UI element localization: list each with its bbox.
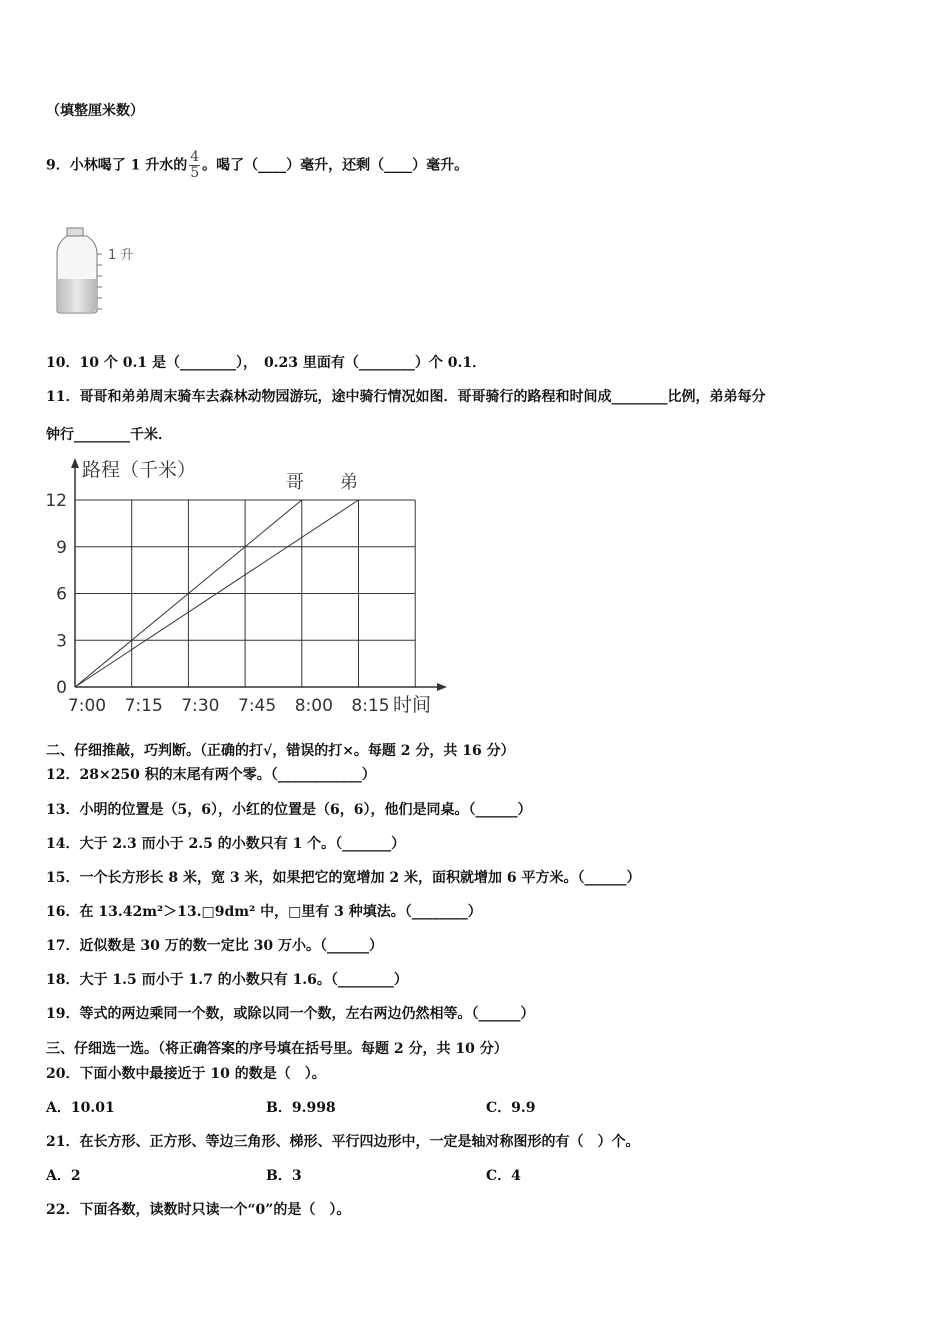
q21-option-b: B．3 (266, 1168, 302, 1184)
x-tick-label: 7:15 (124, 696, 163, 716)
question-18: 18．大于 1.5 而小于 1.7 的小数只有 1.6。（________） (46, 972, 408, 988)
bottle-label: 1 升 (108, 248, 134, 263)
q20-option-a: A．10.01 (46, 1100, 115, 1116)
y-tick-label: 9 (56, 537, 67, 558)
x-tick-label: 8:00 (294, 696, 333, 716)
bottle-scale-ticks (97, 254, 102, 309)
question-13: 13．小明的位置是（5，6），小红的位置是（6，6），他们是同桌。（______） (46, 802, 532, 818)
legend-didi: 弟 (340, 472, 358, 493)
x-tick-label: 7:45 (238, 696, 277, 716)
q21-option-a: A．2 (46, 1168, 81, 1184)
x-tick-label: 8:15 (351, 696, 390, 716)
x-tick-label: 7:30 (181, 696, 220, 716)
distance-time-chart (40, 452, 460, 724)
y-tick-label: 0 (56, 678, 67, 698)
q9-suffix: 。喝了（____）毫升，还剩（____）毫升。 (202, 157, 469, 174)
question-16: 16．在 13.42m²＞13.□9dm² 中，□里有 3 种填法。（________） (46, 904, 482, 920)
question-10: 10．10 个 0.1 是（________）， 0.23 里面有（________）个 0.1． (46, 355, 487, 371)
question-22: 22．下面各数，读数时只读一个“0”的是（ ）。 (46, 1202, 351, 1218)
water-bottle-figure (50, 224, 160, 316)
bottle-water (58, 279, 96, 312)
section-3-title: 三、仔细选一选。（将正确答案的序号填在括号里。每题 2 分，共 10 分） (46, 1041, 508, 1057)
q9-fraction-numerator: 4 (190, 149, 200, 165)
q20-option-b: B．9.998 (266, 1100, 336, 1116)
question-12: 12．28×250 积的末尾有两个零。（____________） (46, 767, 376, 783)
x-axis-arrow (437, 683, 447, 691)
question-21: 21．在长方形、正方形、等边三角形、梯形、平行四边形中，一定是轴对称图形的有（ ）个。 (46, 1134, 640, 1150)
section-2-title: 二、仔细推敲，巧判断。（正确的打√，错误的打×。每题 2 分，共 16 分） (46, 743, 515, 759)
question-20: 20．下面小数中最接近于 10 的数是（ ）。 (46, 1066, 326, 1082)
y-tick-label: 6 (56, 584, 67, 605)
question-11-line1: 11．哥哥和弟弟周末骑车去森林动物园游玩，途中骑行情况如图．哥哥骑行的路程和时间成________比例，弟弟每分 (46, 389, 766, 405)
chart-axes (71, 458, 447, 691)
q9-prefix: 9．小林喝了 1 升水的 (46, 157, 188, 174)
question-11-line2: 钟行________千米． (46, 427, 172, 443)
q9-fraction-denominator: 5 (190, 165, 200, 181)
question-15: 15．一个长方形长 8 米，宽 3 米，如果把它的宽增加 2 米，面积就增加 6 平方米。（______） (46, 870, 641, 886)
x-axis-title: 时间 (393, 694, 432, 716)
y-axis-arrow (71, 458, 79, 468)
q9-fraction (189, 150, 200, 181)
chart-grid (75, 500, 415, 687)
q20-option-c: C．9.9 (486, 1100, 536, 1116)
question-9 (46, 150, 468, 181)
y-tick-label: 12 (45, 491, 67, 511)
question-17: 17．近似数是 30 万的数一定比 30 万小。（______） (46, 938, 383, 954)
question-14: 14．大于 2.3 而小于 2.5 的小数只有 1 个。（_______） (46, 836, 406, 852)
x-tick-label: 7:00 (67, 696, 107, 716)
y-axis-title: 路程（千米） (82, 459, 197, 481)
q21-option-c: C．4 (486, 1168, 521, 1184)
legend-gege: 哥 (286, 472, 304, 493)
chart-labels (45, 459, 431, 716)
q8-tail-text: （填整厘米数） (46, 103, 144, 119)
y-tick-label: 3 (56, 631, 67, 652)
bottle-cap (67, 228, 83, 236)
question-19: 19．等式的两边乘同一个数，或除以同一个数，左右两边仍然相等。（______） (46, 1006, 535, 1022)
